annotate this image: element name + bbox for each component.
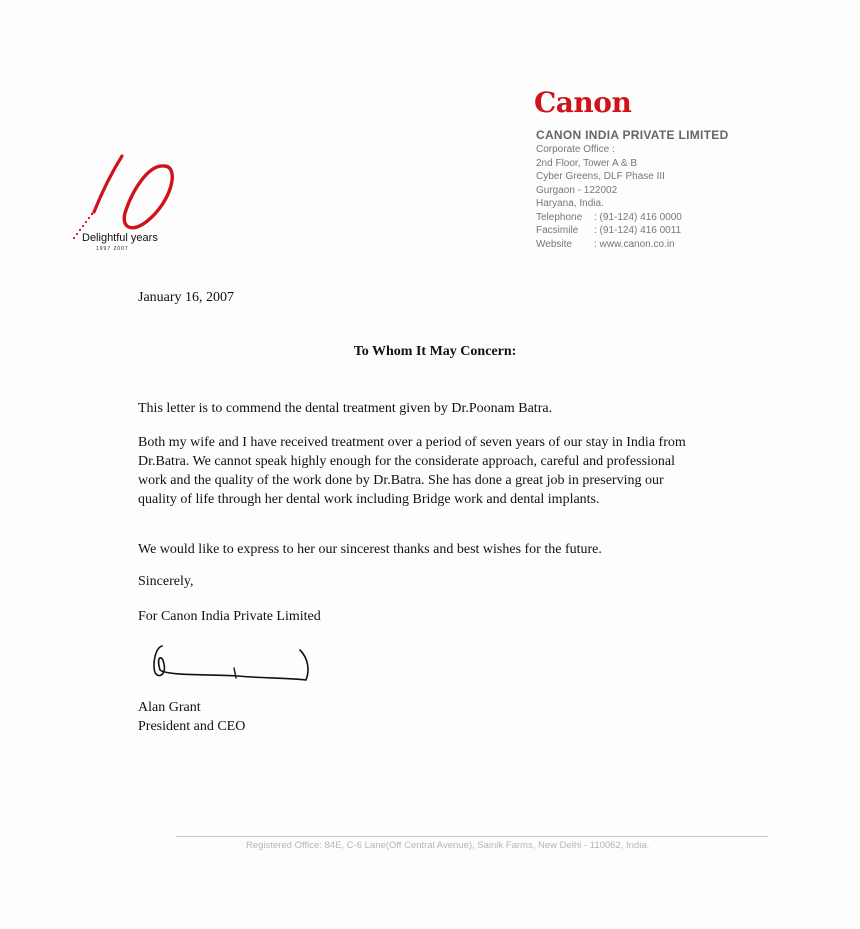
address-line: Haryana, India. (536, 198, 604, 209)
letter-closing: Sincerely, (138, 574, 194, 589)
anniversary-logo (68, 152, 188, 257)
contact-value: : www.canon.co.in (594, 238, 675, 250)
signer-name: Alan Grant (138, 700, 201, 715)
letter-paragraph: Both my wife and I have received treatment over a period of seven years of our stay in India from Dr.Batra. We cannot speak highly enough for the considerate approach, careful and professional work and the quality of the work done by Dr.Batra. She has done a great job in preserving our quality of life through her dental work including Bridge work and dental implants. (138, 435, 686, 507)
handwritten-signature-icon (148, 640, 318, 690)
address-line: 2nd Floor, Tower A & B (536, 157, 637, 169)
anniversary-caption: Delightful years (82, 232, 158, 244)
registered-office: Registered Office: 84E, C-6 Lane(Off Central Avenue), Sainik Farms, New Delhi - 110062, India. (246, 840, 650, 851)
letter-paragraph: We would like to express to her our sincerest thanks and best wishes for the future. (138, 542, 602, 557)
contact-label: Website (536, 238, 572, 250)
signature (148, 640, 318, 695)
contact-label: Telephone (536, 211, 583, 223)
address-line: Cyber Greens, DLF Phase III (536, 171, 665, 182)
letter-subject: To Whom It May Concern: (353, 344, 517, 359)
signer-title: President and CEO (138, 719, 246, 734)
company-address (536, 143, 682, 251)
on-behalf-line: For Canon India Private Limited (138, 609, 321, 624)
letter-paragraph: This letter is to commend the dental treatment given by Dr.Poonam Batra. (138, 401, 553, 416)
contact-facsimile (536, 224, 682, 238)
ten-years-emblem-icon (68, 152, 188, 242)
signer-block (138, 698, 245, 736)
contact-value: : (91-124) 416 0011 (594, 225, 682, 236)
contact-label: Facsimile (536, 225, 579, 236)
footer-divider (176, 836, 768, 837)
address-line: Corporate Office : (536, 144, 615, 155)
contact-value: : (91-124) 416 0000 (594, 211, 682, 223)
company-name: CANON INDIA PRIVATE LIMITED (536, 128, 729, 142)
anniversary-years: 1997 2007 (96, 246, 129, 252)
contact-telephone (536, 211, 682, 225)
address-line: Gurgaon - 122002 (536, 184, 618, 196)
canon-logo: Canon (534, 86, 632, 119)
letter-date: January 16, 2007 (138, 290, 235, 305)
contact-website (536, 238, 682, 252)
